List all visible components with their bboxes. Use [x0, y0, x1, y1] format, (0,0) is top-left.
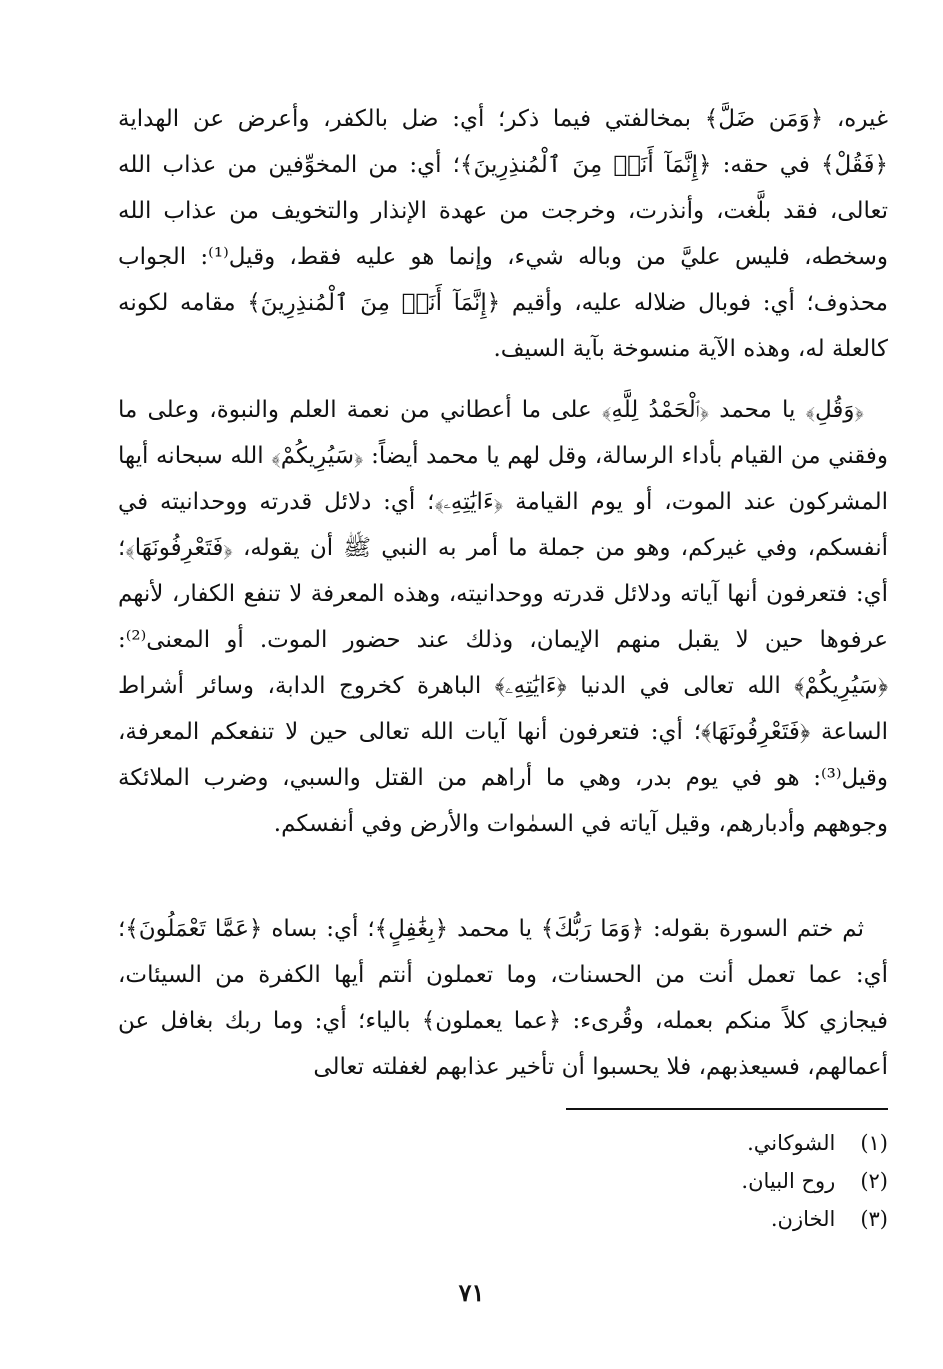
- page-number: ٧١: [458, 1278, 485, 1307]
- footnote-number: (١): [860, 1131, 888, 1155]
- footnote-text: روح البيان.: [741, 1169, 836, 1193]
- paragraph-1: غيره، ﴿وَمَن ضَلَّ﴾ بمخالفتي فيما ذكر؛ أي: ضل بالكفر، وأعرض عن الهداية ﴿فَقُلْ﴾ في حقه: ﴿إِنَّمَآ أَنَا۠ مِنَ ٱلْمُنذِرِينَ﴾؛ أي: من المخوِّفين من عذاب الله تعالى، فقد بلَّغت، وأنذرت، وخرجت من عهدة الإنذار والتخويف من عذاب الله وسخطه، فليس عليَّ من وباله شيء، وإنما هو عليه فقط، وقيل⁽¹⁾: الجواب محذوف؛ أي: فوبال ضلاله عليه، وأقيم ﴿إِنَّمَآ أَنَا۠ مِنَ ٱلْمُنذِرِينَ﴾ مقامه لكونه كالعلة له، وهذه الآية منسوخة بآية السيف.: [118, 106, 888, 362]
- footnote-divider: [566, 1108, 888, 1110]
- footnote-text: الشوكاني.: [747, 1131, 836, 1155]
- footnote-3: [488, 1200, 888, 1238]
- footnote-number: (٢): [860, 1169, 888, 1193]
- footnote-number: (٣): [860, 1207, 888, 1231]
- footnote-text: الخازن.: [770, 1207, 836, 1231]
- footnote-2: [488, 1162, 888, 1200]
- footnotes-list: [488, 1124, 888, 1238]
- paragraph-3: ثم ختم السورة بقوله: ﴿وَمَا رَبُّكَ﴾ يا محمد ﴿بِغَٰفِلٍ﴾؛ أي: بساه ﴿عَمَّا تَعْمَلُونَ﴾؛ أي: عما تعمل أنت من الحسنات، وما تعملون أنتم أيها الكفرة من السيئات، فيجازي كلاً منكم بعمله، وقُرىء: ﴿عما يعملون﴾ بالياء؛ أي: وما ربك بغافل عن أعمالهم، فسيعذبهم، فلا يحسبوا أن تأخير عذابهم لغفلته تعالى: [118, 916, 888, 1080]
- paragraph-2: ﴿وَقُلِ﴾ يا محمد ﴿ٱلْحَمْدُ لِلَّهِ﴾ على ما أعطاني من نعمة العلم والنبوة، وعلى ما وفقني من القيام بأداء الرسالة، وقل لهم يا محمد أيضاً: ﴿سَيُرِيكُمْ﴾ الله سبحانه أيها المشركون عند الموت، أو يوم القيامة ﴿ءَايَٰتِهِۦ﴾؛ أي: دلائل قدرته ووحدانيته في أنفسكم، وفي غيركم، وهو من جملة ما أمر به النبي ﷺ أن يقوله، ﴿فَتَعْرِفُونَهَا﴾؛ أي: فتعرفون أنها آياته ودلائل قدرته ووحدانيته، وهذه المعرفة لا تنفع الكفار، لأنهم عرفوها حين لا يقبل منهم الإيمان، وذلك عند حضور الموت. أو المعنى⁽²⁾: ﴿سَيُرِيكُمْ﴾ الله تعالى في الدنيا ﴿ءَايَٰتِهِۦ﴾ الباهرة كخروج الدابة، وسائر أشراط الساعة ﴿فَتَعْرِفُونَهَا﴾؛ أي: فتعرفون أنها آيات الله تعالى حين لا تنفعكم المعرفة، وقيل⁽³⁾: هو في يوم بدر، وهي ما أراهم من القتل والسبي، وضرب الملائكة وجوههم وأدبارهم، وقيل آياته في السمٰوات والأرض وفي أنفسكم.: [118, 397, 888, 837]
- footnote-1: [488, 1124, 888, 1162]
